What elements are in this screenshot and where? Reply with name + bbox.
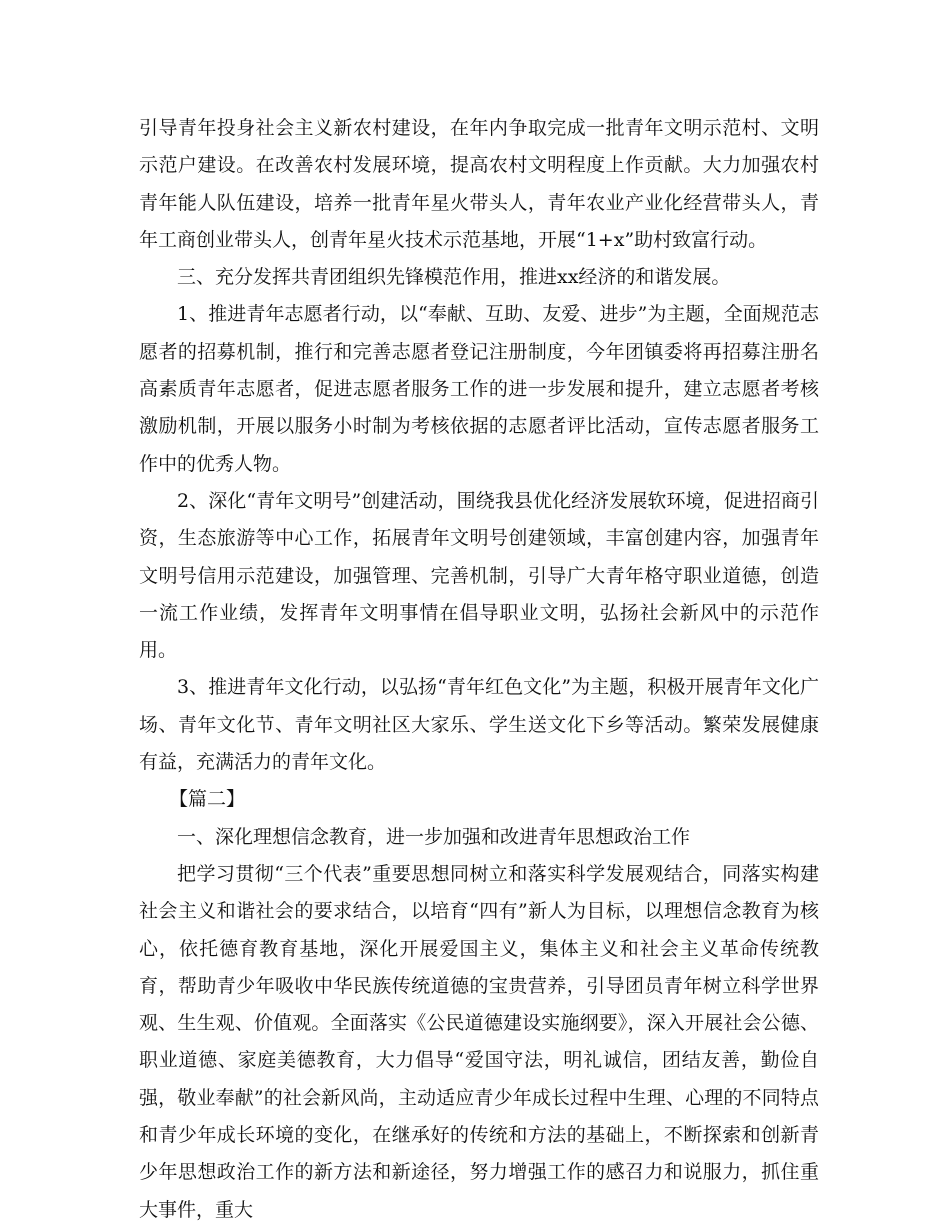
- paragraph-culture: 3、推进青年文化行动，以弘扬“青年红色文化”为主题，积极开展青年文化广场、青年文化节、青年文明社区大家乐、学生送文化下乡等活动。繁荣发展健康有益，充满活力的青年文化。: [139, 676, 819, 774]
- part-two-heading: 【篇二】: [169, 788, 246, 811]
- paragraph-volunteer: 1、推进青年志愿者行动，以“奉献、互助、友爱、进步”为主题，全面规范志愿者的招募机制，推行和完善志愿者登记注册制度，今年团镇委将再招募注册名高素质青年志愿者，促进志愿者服务工作的进一步发展和提升，建立志愿者考核激励机制，开展以服务小时制为考核依据的志愿者评比活动，宣传志愿者服务工作中的优秀人物。: [139, 303, 819, 475]
- document-body: [139, 110, 819, 1229]
- paragraph-ideology: 把学习贯彻“三个代表”重要思想同树立和落实科学发展观结合，同落实构建社会主义和谐社会的要求结合，以培育“四有”新人为目标，以理想信念教育为核心，依托德育教育基地，深化开展爱国主义，集体主义和社会主义革命传统教育，帮助青少年吸收中华民族传统道德的宝贵营养，引导团员青年树立科学世界观、生生观、价值观。全面落实《公民道德建设实施纲要》，深入开展社会公德、职业道德、家庭美德教育，大力倡导“爱国守法，明礼诚信，团结友善，勤俭自强，敬业奉献”的社会新风尚，主动适应青少年成长过程中生理、心理的不同特点和青少年成长环境的变化，在继承好的传统和方法的基础上，不断探索和创新青少年思想政治工作的新方法和新途径，努力增强工作的感召力和说服力，抓住重大事件，重大: [139, 862, 819, 1221]
- paragraph-rural-youth: 引导青年投身社会主义新农村建设，在年内争取完成一批青年文明示范村、文明示范户建设。在改善农村发展环境，提高农村文明程度上作贡献。大力加强农村青年能人队伍建设，培养一批青年星火带头人，青年农业产业化经营带头人，青年工商创业带头人，创青年星火技术示范基地，开展“1+x”助村致富行动。: [139, 117, 819, 251]
- paragraph-civilization: 2、深化“青年文明号”创建活动，围绕我县优化经济发展软环境，促进招商引资，生态旅游等中心工作，拓展青年文明号创建领域，丰富创建内容，加强青年文明号信用示范建设，加强管理、完善机制，引导广大青年格守职业道德，创造一流工作业绩，发挥青年文明事情在倡导职业文明，弘扬社会新风中的示范作用。: [139, 489, 819, 662]
- section-heading-one: 一、深化理想信念教育，进一步加强和改进青年思想政治工作: [177, 825, 691, 848]
- section-heading-three: 三、充分发挥共青团组织先锋模范作用，推进xx经济的和谐发展。: [177, 266, 731, 289]
